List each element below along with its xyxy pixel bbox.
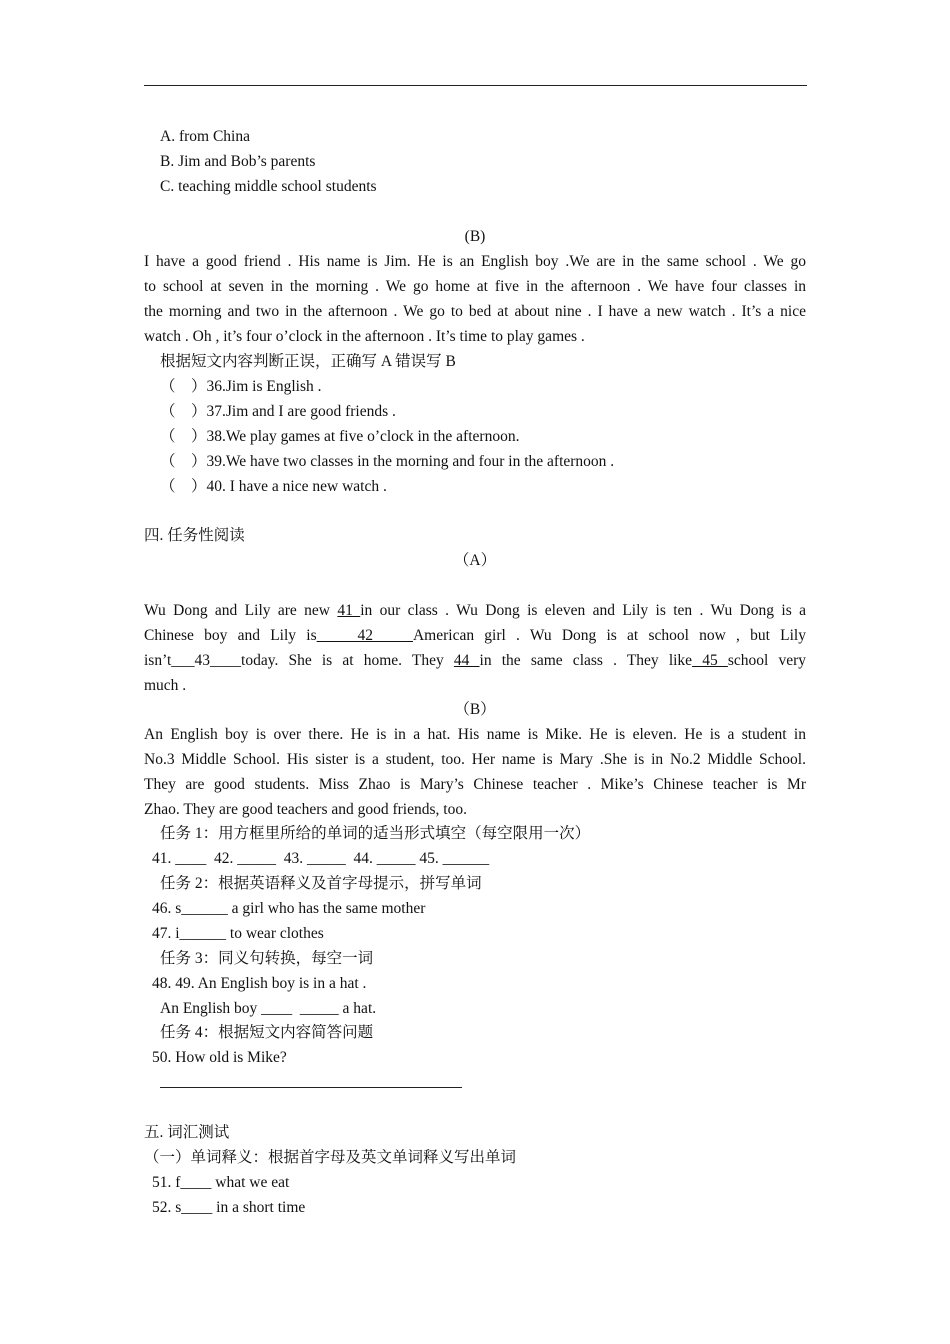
task-b-heading: （B） xyxy=(454,701,496,718)
task-1-instruction: 任务 1：用方框里所给的单词的适当形式填空（每空限用一次） xyxy=(160,825,591,842)
blank-44: 44 xyxy=(453,652,480,669)
header-rule xyxy=(144,85,807,86)
task-b-line: They are good students. Miss Zhao is Mary’s Chinese teacher . Mike’s Chinese teacher is Mr xyxy=(144,776,806,793)
option-c: C. teaching middle school students xyxy=(160,178,377,195)
question-47: 47. i______ to wear clothes xyxy=(152,925,324,942)
question-36: （ ）36.Jim is English . xyxy=(160,378,322,395)
task-1-blanks: 41. ____ 42. _____ 43. _____ 44. _____ 45. ______ xyxy=(152,850,490,867)
task-a-line: much . xyxy=(144,677,187,694)
task-2-instruction: 任务 2：根据英语释义及首字母提示，拼写单词 xyxy=(160,875,482,892)
task-4-instruction: 任务 4：根据短文内容简答问题 xyxy=(160,1024,374,1041)
section-5-subtitle: （一）单词释义：根据首字母及英文单词释义写出单词 xyxy=(144,1149,517,1166)
section-4-title: 四. 任务性阅读 xyxy=(144,527,245,544)
task-b-line: No.3 Middle School. His sister is a student, too. Her name is Mary .She is in No.2 Middle School. xyxy=(144,751,806,768)
option-a: A. from China xyxy=(160,128,250,145)
question-48-49: 48. 49. An English boy is in a hat . xyxy=(152,975,367,992)
task-a-line: Wu Dong and Lily are new 41 in our class . Wu Dong is eleven and Lily is ten . Wu Dong is a xyxy=(144,602,807,619)
question-37: （ ）37.Jim and I are good friends . xyxy=(160,403,396,420)
passage-b-line: to school at seven in the morning . We go home at five in the afternoon . We have four classes in xyxy=(144,278,806,295)
passage-b-line: I have a good friend . His name is Jim. He is an English boy .We are in the same school . We go xyxy=(144,253,806,270)
question-50: 50. How old is Mike? xyxy=(152,1049,287,1066)
section-5-title: 五. 词汇测试 xyxy=(144,1124,230,1141)
question-51: 51. f____ what we eat xyxy=(152,1174,290,1191)
tf-instruction: 根据短文内容判断正误，正确写 A 错误写 B xyxy=(160,353,456,370)
task-a-line: isn’t___43____today. She is at home. They 44 in the same class . They like 45 school very xyxy=(144,652,807,669)
question-39: （ ）39.We have two classes in the morning and four in the afternoon . xyxy=(160,453,615,470)
blank-45: 45 xyxy=(692,652,728,669)
passage-b-heading: (B) xyxy=(464,228,486,245)
answer-line xyxy=(160,1087,462,1088)
question-46: 46. s______ a girl who has the same mother xyxy=(152,900,426,917)
task-b-line: An English boy is over there. He is in a hat. His name is Mike. He is eleven. He is a student in xyxy=(144,726,806,743)
question-40: （ ）40. I have a nice new watch . xyxy=(160,478,387,495)
question-52: 52. s____ in a short time xyxy=(152,1199,306,1216)
task-a-heading: （A） xyxy=(453,552,497,569)
option-b: B. Jim and Bob’s parents xyxy=(160,153,316,170)
passage-b-line: watch . Oh , it’s four o’clock in the afternoon . It’s time to play games . xyxy=(144,328,585,345)
task-b-line: Zhao. They are good teachers and good friends, too. xyxy=(144,801,467,818)
question-38: （ ）38.We play games at five o’clock in the afternoon. xyxy=(160,428,520,445)
task-3-instruction: 任务 3：同义句转换，每空一词 xyxy=(160,950,374,967)
blank-42: 42 xyxy=(316,627,413,644)
blank-41: 41 xyxy=(337,602,361,619)
passage-b-line: the morning and two in the afternoon . We go to bed at about nine . I have a new watch . It’s a nice xyxy=(144,303,806,320)
task-a-line: Chinese boy and Lily is 42 American girl . Wu Dong is at school now , but Lily xyxy=(144,627,806,644)
question-48-49-rewrite: An English boy ____ _____ a hat. xyxy=(160,1000,377,1017)
